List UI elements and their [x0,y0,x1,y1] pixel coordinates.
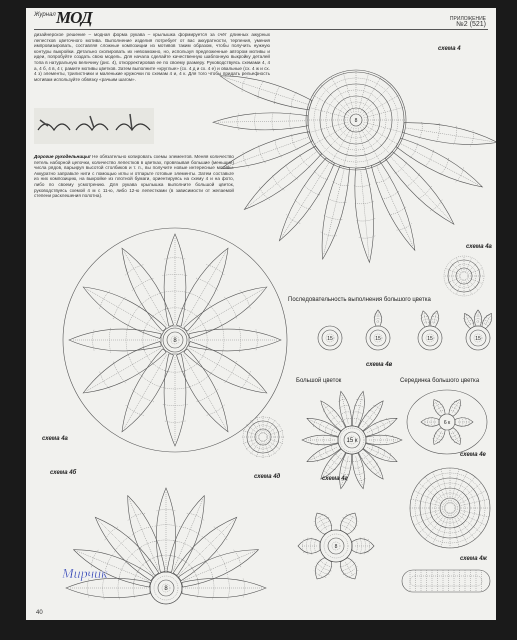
s4a-small-spoke [450,262,461,273]
s4g-petal-row [341,520,356,530]
s4g-center-number: 8 [334,544,338,550]
s4g-petal-row [316,563,331,573]
s4zh-inner [410,576,482,586]
s4a-flower-petal [77,276,169,344]
s4-petal-vein [324,170,345,256]
s4-petal-vein [377,166,413,246]
s4b-petal-row [202,535,219,552]
label-scheme-4: схема 4 [438,46,461,52]
seq-petal [461,311,476,329]
s4b-petal-row [169,554,187,563]
s4a-flower-petal-row [140,291,163,305]
big-flower-title: Большой цветок [296,378,342,384]
seq-petal [480,311,495,329]
s4-spoke [313,95,349,116]
s4-petal-vein [224,77,308,104]
s4-spoke [360,77,381,113]
bigflower-petal-outline [357,398,387,432]
bigflower-petal [350,390,369,428]
s4-spoke [362,85,392,115]
s4g-petal-vein [346,517,354,530]
s4-center-number: 8 [354,118,358,124]
label-scheme-4g: схема 4г [322,476,348,482]
s4e-ring [445,503,455,513]
scheme-4d-diagram [238,412,288,462]
s4a-flower-petal [181,276,273,344]
sequence-diagram [290,286,494,362]
label-scheme-4a-big: схема 4а [42,436,68,442]
s4d-ring [247,421,279,453]
s4-petal [394,134,487,196]
s4-petal-row [299,154,310,168]
label-scheme-4e: схема 4е [460,452,486,458]
s4a-flower-petal-row [224,361,238,384]
s4d-spoke [264,416,270,433]
s4e-ring [415,473,485,543]
s4d-spoke [264,441,270,458]
s4d-spoke [256,441,262,458]
s4d-spoke [267,430,284,436]
s4b-petal [155,488,178,572]
label-scheme-4b: схема 4б [50,470,77,476]
s4g-petal [337,509,363,537]
bigflower-petal-row [354,472,365,476]
s4-petal-row [417,186,432,201]
label-scheme-4a-small: схема 4а [466,244,492,250]
watermark-text: Мирчик [62,567,108,582]
s4a-flower-petal-row [196,389,219,403]
s4g-petal-row [341,563,356,573]
scheme-4b-diagram [46,476,286,606]
seq-petal-row [486,314,493,319]
s4g-petal [310,556,336,584]
s4a-flower-petal-row [126,305,140,328]
s4-petal-row [290,92,297,108]
s4a-small-ring [460,272,468,280]
bigflower-petal-row [354,404,365,408]
s4d-spoke [256,416,262,433]
s4a-flower-petal [77,336,169,404]
s4-petal-row [419,122,423,138]
watermark-signature [60,562,130,584]
s4-petal-row [257,145,265,164]
seq-petal-row [463,314,470,319]
supplement-label: ПРИЛОЖЕНИЕ [449,16,486,22]
tips-paragraph [34,154,234,199]
s4g-petal [298,538,320,555]
seq-petal-row [421,318,430,322]
s4-petal-row [271,175,285,191]
s4-spoke [331,127,352,163]
s4-petal-vein [391,157,451,221]
s4-spoke [321,126,351,156]
seq-petal-row [430,318,439,322]
s4d-ring [259,433,267,441]
s4b-petal-row [113,535,130,552]
s4-petal [217,66,313,114]
s4-spoke [331,77,352,113]
center-petal-row [437,430,445,435]
tips-text: Не обязательно копировать схемы элементов. Меняя количество петель наборной цепочки, количество лепестков в цветках, провязывая большие (меньшие) числа рядов, варьируя высотой столбиков и т. п., вы получите новые интересные мотивы. Аккуратно заправьте нити с помощью иглы и отпарьте готовые элементы. Затем составьте из них композицию, на выкройке из плотной бумаги, ориентируясь на схему 4 и на фото, либо по своему усмотрению. Для рукава крылышка выполните большой цветок, руководствуясь схемой 4 м с 11-ю, либо 12-ю лепестками (в зависимости от желаемой степени расклешения полотна). [34,154,234,199]
s4b-petal-row [179,525,200,535]
seq-petal [419,310,431,328]
s4a-flower-petal-row [112,296,126,319]
big-flower-diagram [280,378,410,478]
bigflower-petal-row [339,404,350,408]
seq-petal [474,310,482,326]
seq-petal [429,310,441,328]
center-petal [421,417,439,427]
s4-petal-row [410,143,419,158]
s4d-spoke [242,430,259,436]
s4d-ring [255,429,271,445]
s4a-flower-petal-row [210,305,224,328]
seq-number: 15 [327,336,333,342]
s4-petal-vein [282,163,329,237]
s4-petal-row [395,162,408,174]
s4-petal [313,164,354,261]
bigflower-petal-row [339,472,350,476]
s4-petal-row [293,199,310,211]
s4a-flower-petal [171,242,239,334]
label-scheme-4d: схема 4д [254,474,281,480]
s4a-flower-petal-row [112,361,126,384]
s4a-flower-petal-row [188,291,211,305]
s4a-flower-petal [162,234,187,326]
s4-petal-row [332,182,348,187]
magazine-prefix: Журнал [34,12,56,18]
s4-petal [382,148,461,231]
s4-petal [402,118,496,152]
s4a-flower-petal-row [131,277,154,291]
s4-petal-row [257,79,265,98]
s4a-flower-petal-row [140,375,163,389]
bigflower-petal [335,452,354,490]
center-petal-row [449,409,457,414]
s4a-flower-petal [181,336,273,404]
s4g-petal-vein [319,517,327,530]
s4b-petal-row [131,525,152,535]
center-petal [455,417,473,427]
s4b-center-number: 8 [164,586,168,592]
bigflower-petal [366,434,402,445]
s4-spoke [308,122,349,133]
s4-petal-row [453,126,458,146]
s4a-flower-petal-row [224,296,238,319]
bigflower-petal-row [373,404,381,411]
s4g-petal-row [346,513,359,521]
s4-petal [351,167,380,263]
s4-spoke [360,127,381,163]
scheme-4g-diagram [286,502,386,590]
s4b-petal-row [132,567,141,585]
s4e-ring [435,493,465,523]
s4a-small-spoke [456,258,462,273]
s4zh-oval [402,570,490,592]
label-scheme-4zh: схема 4ж [460,556,487,562]
s4a-flower-center-number: 8 [173,338,177,344]
issue-number: №2 (521) [456,21,486,28]
bigflower-petal [356,447,387,482]
s4g-petal-vein [346,562,354,575]
s4-petal-outline [402,119,496,151]
s4-spoke [313,124,349,145]
scheme-4zh-diagram [398,566,494,596]
bigflower-petal [302,434,338,445]
s4a-small-spoke [467,262,478,273]
s4b-petal-row [219,553,229,574]
s4a-flower-petal-row [131,389,154,403]
sequence-title: Последовательность выполнения большого цветка [288,297,431,303]
page-number: 40 [36,610,43,616]
s4-petal-row [440,158,451,176]
seq-number: 15 [427,336,433,342]
s4b-petal-row [145,554,163,563]
bigflower-petal [356,397,387,432]
s4-petal [367,160,424,255]
s4a-flower-petal [189,327,281,352]
big-flower-center-diagram [404,386,490,456]
s4-petal [218,127,314,178]
s4a-flower-petal-row [188,375,211,389]
bigflower-center-number: 15 к [346,438,358,444]
bigflower-petal [316,397,347,432]
s4d-spoke [267,438,284,444]
seq-petal [374,310,382,326]
s4b-petal-row [191,567,200,585]
s4a-flower-petal [69,327,161,352]
s4b-petal-outline [163,492,213,577]
s4-spoke [363,95,399,116]
s4g-petal-row [316,520,331,530]
s4-spoke [358,128,369,169]
s4-petal [213,111,308,132]
s4g-petal-vein [319,562,327,575]
scheme-4e-diagram [406,464,494,552]
issue-info [450,16,486,28]
s4-petal-row [323,215,343,221]
s4d-spoke [242,438,259,444]
s4a-flower-petal [162,354,187,446]
s4-petal-row [388,207,407,216]
s4a-flower-petal-row [196,277,219,291]
label-scheme-4v: схема 4в [366,362,393,368]
s4g-petal [337,556,363,584]
seq-number: 15 [475,336,481,342]
bigflower-petal-row [322,404,330,411]
bigflower-petal [350,452,369,490]
magazine-logo: МОД [56,8,92,27]
s4a-flower-petal-row [126,353,140,376]
s4-petal-row [313,171,328,181]
stitch-illustrations [34,108,154,144]
s4-spoke [363,124,399,145]
s4a-flower-petal [171,346,239,438]
s4-petal-vein [217,121,305,122]
s4a-flower-petal-row [210,353,224,376]
seq-number: 15 [375,336,381,342]
bigflower-petal-row [322,468,330,475]
big-flower-center-title: Серединка большого цветка [400,378,480,384]
s4a-flower-petal [111,242,179,334]
s4-petal-row [375,176,391,184]
scheme-4-diagram [206,48,496,253]
header-divider [34,29,488,30]
s4b-petal-vein [179,520,233,574]
s4g-petal [352,538,374,555]
s4g-petal-row [313,570,326,578]
tips-lead: Дорогие рукодельницы! [34,154,91,159]
s4-petal-vein [225,137,308,167]
intro-paragraph: дизайнерское решение – модная форма рукава – крылышка формируется за счёт длинных ажурных лепестков цветочного мотива. Выполнение изделия потребует от вас аккуратности, терпения, умения импровизировать, составляя сложные композиции из мотивов таким образом, чтобы получить нужную контуры выкройки. Детально скопировать их невозможно, но, используя предложенные автором мотивы и идеи, попробуйте создать свою модель. Для начала сделайте качественную шаблонную выкройку деталей топа в натуральную величину (рис. 4), откорректировав ее по своему размеру. Руководствуясь схемами 4, 4 а, 4 б, 4 в, 4 г, рамите мотивы цветков. Затем выполните «круглые» (сх. 4 д и сх. 4 е) и овальные (сх. 4 ж и сх. 4 з) элементы, трилистники и маленькие кружочки по схемам 4 и, 4 к. Для того чтобы придать рельефность мотивам используйте обвязку «рачьим шагом». [34,32,270,82]
s4a-small-ring [456,268,472,284]
magazine-page [26,8,496,620]
s4a-flower-petal [111,346,179,438]
s4-spoke [343,72,354,113]
s4b-petal [182,577,266,600]
s4b-petal [169,509,244,584]
center-petal-row [437,409,445,414]
center-petal-row [449,430,457,435]
s4-petal-vein [401,144,479,185]
s4-petal-row [290,134,297,150]
bigflower-petal-row [373,468,381,475]
bigflower-petal [335,390,354,428]
center-hub-number: 6 к [443,420,451,426]
s4-petal-vein [361,171,369,259]
s4-spoke [321,85,351,115]
s4b-petal-outline [177,541,262,591]
s4g-petal [310,509,336,537]
s4-petal [238,142,324,217]
s4-spoke [362,126,392,156]
